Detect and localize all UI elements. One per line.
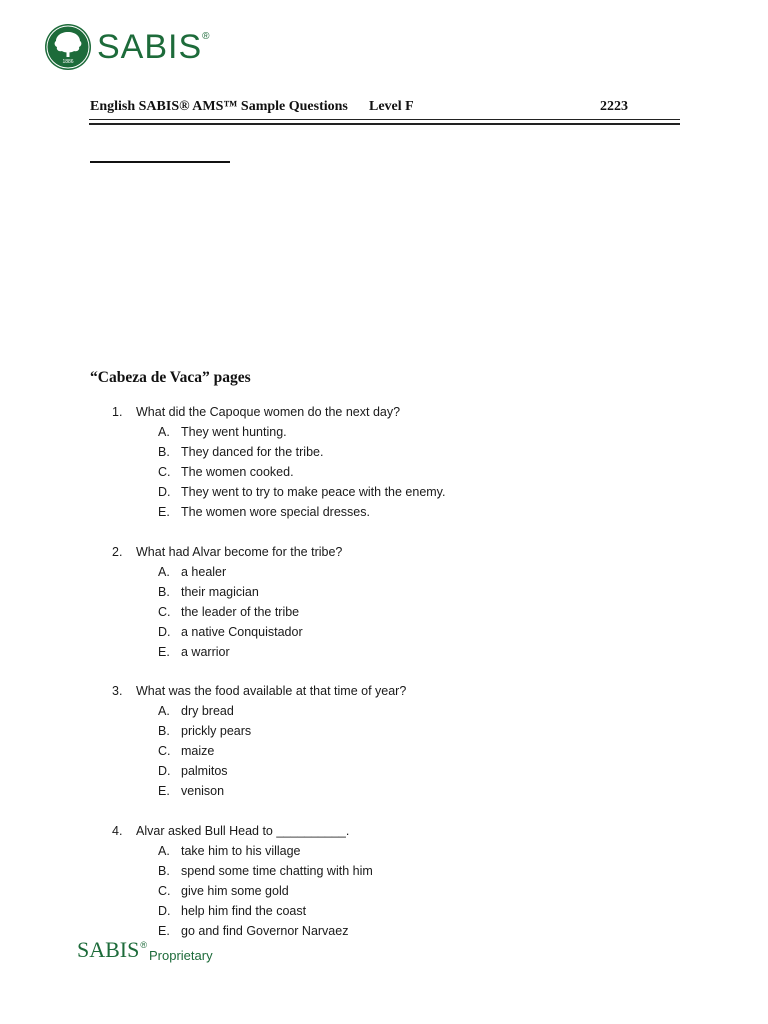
option-text: venison <box>181 784 225 798</box>
option-letter: A. <box>158 564 170 579</box>
option-text: their magician <box>181 584 259 599</box>
sabis-logo <box>45 24 211 70</box>
option-text: maize <box>181 744 215 758</box>
option-letter: E. <box>158 644 170 659</box>
header-rule-thin <box>89 119 680 120</box>
option-letter: D. <box>158 764 171 778</box>
option-text: prickly pears <box>181 724 252 738</box>
logo-wordmark: SABIS® <box>97 28 211 66</box>
question-1 <box>0 402 768 542</box>
question-list <box>0 402 768 960</box>
question-text: What did the Capoque women do the next day? <box>136 405 401 419</box>
option-letter: C. <box>158 604 171 619</box>
option-letter: D. <box>158 624 171 639</box>
option-letter: C. <box>158 744 171 758</box>
option-letter: A. <box>158 425 170 439</box>
option-letter: E. <box>158 923 170 938</box>
footer-label: Proprietary <box>149 948 213 963</box>
option-letter: E. <box>158 505 170 519</box>
option-text: The women cooked. <box>181 465 294 479</box>
tree-logo-icon <box>45 24 91 70</box>
option-text: spend some time chatting with him <box>181 863 373 878</box>
option-letter: C. <box>158 465 171 479</box>
question-number: 3. <box>112 684 123 698</box>
option-letter: A. <box>158 843 170 858</box>
option-letter: B. <box>158 863 170 878</box>
option-text: They went to try to make peace with the enemy. <box>181 485 446 499</box>
question-number: 4. <box>112 823 123 838</box>
section-title: “Cabeza de Vaca” pages <box>90 369 251 386</box>
header-code: 2223 <box>600 99 628 114</box>
option-text: a native Conquistador <box>181 624 303 639</box>
question-text: Alvar asked Bull Head to __________. <box>136 823 350 838</box>
footer-proprietary-mark <box>77 939 213 963</box>
option-text: a warrior <box>181 644 230 659</box>
svg-text:1886: 1886 <box>62 59 74 65</box>
question-2 <box>0 542 768 682</box>
option-letter: B. <box>158 584 170 599</box>
footer-registered-mark: ® <box>140 940 147 950</box>
option-letter: A. <box>158 704 170 718</box>
header-title: English SABIS® AMS™ Sample Questions <box>90 99 348 114</box>
option-text: The women wore special dresses. <box>181 505 370 519</box>
question-3 <box>0 681 768 821</box>
option-text: take him to his village <box>181 843 301 858</box>
option-letter: D. <box>158 485 171 499</box>
option-text: palmitos <box>181 764 228 778</box>
page-header <box>90 99 680 117</box>
option-letter: B. <box>158 724 170 738</box>
question-number: 2. <box>112 544 123 559</box>
option-letter: D. <box>158 903 171 918</box>
option-text: help him find the coast <box>181 903 307 918</box>
question-number: 1. <box>112 405 123 419</box>
option-text: They went hunting. <box>181 425 287 439</box>
name-blank-line <box>90 161 230 163</box>
question-text: What had Alvar become for the tribe? <box>136 544 343 559</box>
question-text: What was the food available at that time of year? <box>136 684 407 698</box>
option-letter: E. <box>158 784 170 798</box>
option-letter: C. <box>158 883 171 898</box>
option-text: the leader of the tribe <box>181 604 300 619</box>
header-level: Level F <box>369 99 414 114</box>
option-text: They danced for the tribe. <box>181 445 324 459</box>
option-text: give him some gold <box>181 883 289 898</box>
option-letter: B. <box>158 445 170 459</box>
option-text: go and find Governor Narvaez <box>181 923 349 938</box>
option-text: dry bread <box>181 704 234 718</box>
footer-brand: SABIS <box>77 937 140 962</box>
option-text: a healer <box>181 564 227 579</box>
header-rule-thick <box>89 123 680 125</box>
